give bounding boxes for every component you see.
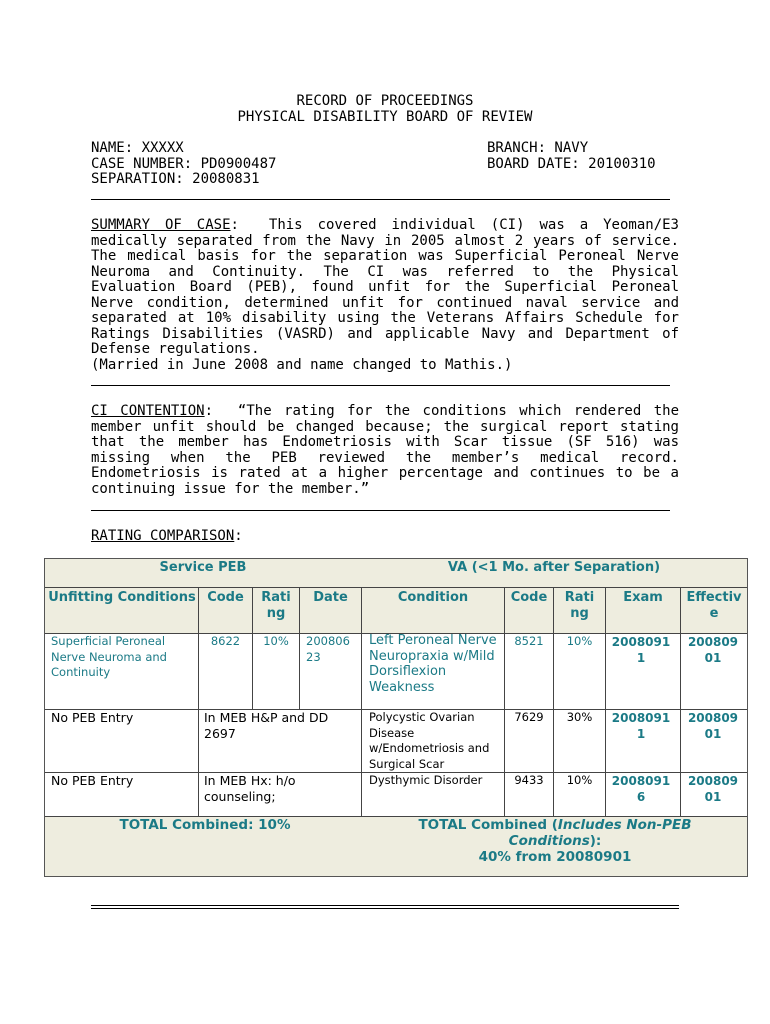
col-line xyxy=(198,587,199,816)
summary-text: This covered individual (CI) was a Yeoman/E3 medically separated from the Navy in 2005 almost 2 years of service. The medical basis for the separation was Superficial Peroneal Nerve Neuroma and Continuity. The CI was referred to the Physical Evaluation Board (PEB), found unfit for the Superficial Peroneal Nerve condition, determined unfit for continued naval service and separated at 10% disability using the Veterans Affairs Schedule for Ratings Disabilities (VASRD) and applicable Navy and Department of Defense regulations. xyxy=(91,217,679,357)
row2-va-code: 7629 xyxy=(514,710,544,724)
row3-va-condition: Dysthymic Disorder xyxy=(369,773,483,787)
rating-comparison-colon: : xyxy=(234,528,243,544)
total-va-italic: Includes Non-PEB Conditions xyxy=(508,817,692,849)
row3-exam: 2008091 6 xyxy=(611,774,671,804)
name-field: NAME: XXXXX xyxy=(91,140,184,156)
service-peb-header: Service PEB xyxy=(159,560,247,575)
col-effective: Effectiv e xyxy=(686,590,742,621)
contention-colon: : xyxy=(204,403,214,419)
case-number-field: CASE NUMBER: PD0900487 xyxy=(91,156,277,172)
row1-va-code: 8521 xyxy=(514,634,544,648)
col-line xyxy=(361,587,362,816)
col-va-rating: Rati ng xyxy=(564,590,595,621)
total-va xyxy=(385,817,725,865)
col-code: Code xyxy=(207,590,244,605)
row2-effective: 200809 01 xyxy=(687,711,739,741)
row3-peb-note: In MEB Hx: h/o counseling; xyxy=(204,773,296,804)
row1-peb-condition: Superficial Peroneal Nerve Neuroma and Continuity xyxy=(51,634,167,679)
row2-peb-condition: No PEB Entry xyxy=(51,710,134,725)
branch-field: BRANCH: NAVY xyxy=(487,140,589,156)
row1-effective: 200809 01 xyxy=(687,635,739,665)
row1-va-rating: 10% xyxy=(566,634,593,648)
row2-peb-note: In MEB H&P and DD 2697 xyxy=(204,710,329,741)
total-va-value: 40% from 20080901 xyxy=(478,849,632,865)
bottom-rule xyxy=(91,908,679,909)
va-header: VA (<1 Mo. after Separation) xyxy=(447,560,661,575)
row3-peb-condition: No PEB Entry xyxy=(51,773,134,788)
summary-colon: : xyxy=(230,217,239,233)
rating-comparison-label: RATING COMPARISON xyxy=(91,528,235,544)
row3-va-rating: 10% xyxy=(566,773,593,787)
row2-va-condition: Polycystic Ovarian Disease w/Endometriosis and Surgical Scar xyxy=(369,710,490,771)
total-va-suffix: ): xyxy=(589,833,602,849)
col-va-code: Code xyxy=(510,590,548,605)
row1-peb-code: 8622 xyxy=(210,634,241,648)
col-exam: Exam xyxy=(623,590,663,605)
col-unfitting-conditions: Unfitting Conditions xyxy=(48,590,196,605)
summary-of-case xyxy=(91,218,679,358)
title-line-2: PHYSICAL DISABILITY BOARD OF REVIEW xyxy=(237,109,533,125)
row3-effective: 200809 01 xyxy=(687,774,739,804)
board-date-field: BOARD DATE: 20100310 xyxy=(487,156,656,172)
divider xyxy=(91,510,670,511)
row1-va-condition: Left Peroneal Nerve Neuropraxia w/Mild Dorsiflexion Weakness xyxy=(369,633,497,695)
row1-peb-date: 200806 23 xyxy=(306,634,350,664)
row2-exam: 2008091 1 xyxy=(611,711,671,741)
summary-label: SUMMARY OF CASE xyxy=(91,217,231,233)
contention-text: “The rating for the conditions which rendered the member unfit should be changed because; the surgical report stating that the member has Endometriosis with Scar tissue (SF 516) was missing when the PEB reviewed the member’s medical record. Endometriosis is rated at a higher percentage and continues to be a continuing issue for the member.” xyxy=(91,403,680,497)
col-rating: Rati ng xyxy=(261,590,291,621)
row-line xyxy=(45,587,747,588)
bottom-rule xyxy=(91,905,679,906)
row1-exam: 2008091 1 xyxy=(611,635,671,665)
separation-field: SEPARATION: 20080831 xyxy=(91,171,260,187)
row1-peb-rating: 10% xyxy=(263,634,289,648)
total-va-prefix: TOTAL Combined ( xyxy=(418,817,558,833)
col-condition: Condition xyxy=(397,590,469,605)
col-date: Date xyxy=(313,590,348,605)
divider xyxy=(91,199,670,200)
married-note: (Married in June 2008 and name changed to Mathis.) xyxy=(91,357,513,373)
title-line-1: RECORD OF PROCEEDINGS xyxy=(296,93,474,109)
col-line xyxy=(605,587,606,816)
rating-comparison-heading xyxy=(91,529,243,545)
total-peb: TOTAL Combined: 10% xyxy=(119,817,291,833)
contention-label: CI CONTENTION xyxy=(91,403,205,419)
row3-va-code: 9433 xyxy=(514,773,544,787)
row2-va-rating: 30% xyxy=(566,710,593,724)
divider xyxy=(91,385,670,386)
rating-comparison-table xyxy=(44,558,748,877)
ci-contention xyxy=(91,404,679,497)
